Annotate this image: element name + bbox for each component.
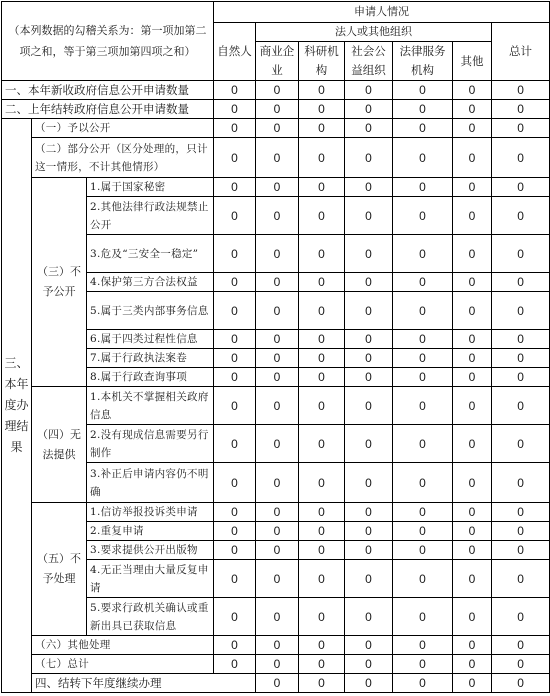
cell: 0	[492, 463, 550, 503]
cell: 0	[256, 235, 299, 273]
cell: 0	[256, 178, 299, 197]
row-label: 1.信访举报投诉类申请	[87, 503, 214, 522]
cell: 0	[256, 197, 299, 235]
cell: 0	[299, 503, 345, 522]
row-label: （二）部分公开（区分处理的，只计这一情形，不计其他情形）	[32, 138, 214, 178]
cell: 0	[393, 197, 453, 235]
group4-label: （四）无法提供	[32, 387, 87, 503]
cell: 0	[453, 273, 492, 292]
applicant-header: 申请人情况	[214, 2, 550, 23]
cell: 0	[214, 425, 256, 463]
cell: 0	[299, 425, 345, 463]
cell: 0	[393, 522, 453, 541]
section3-label: 三、本年度办理结果	[2, 119, 32, 693]
cell: 0	[492, 330, 550, 349]
cell: 0	[256, 541, 299, 560]
cell: 0	[299, 541, 345, 560]
row-label: 3.危及“三安全一稳定”	[87, 235, 214, 273]
cell: 0	[492, 368, 550, 387]
cell: 0	[453, 598, 492, 636]
row-label: 6.属于四类过程性信息	[87, 330, 214, 349]
cell: 0	[299, 674, 345, 693]
cell: 0	[492, 503, 550, 522]
cell: 0	[453, 100, 492, 119]
cell: 0	[214, 636, 256, 655]
row-label: 1.属于国家秘密	[87, 178, 214, 197]
cell: 0	[299, 138, 345, 178]
cell: 0	[453, 655, 492, 674]
cell: 0	[492, 674, 550, 693]
cell: 0	[453, 503, 492, 522]
cell: 0	[492, 598, 550, 636]
cell: 0	[256, 674, 299, 693]
cell: 0	[214, 235, 256, 273]
cell: 0	[393, 541, 453, 560]
row-label: 2.其他法律行政法规禁止公开	[87, 197, 214, 235]
cell: 0	[214, 503, 256, 522]
cell: 0	[256, 292, 299, 330]
cell: 0	[299, 463, 345, 503]
cell: 0	[492, 178, 550, 197]
cell: 0	[492, 425, 550, 463]
total-header: 总计	[492, 23, 550, 81]
row-label: 7.属于行政执法案卷	[87, 349, 214, 368]
cell: 0	[453, 138, 492, 178]
cell: 0	[393, 138, 453, 178]
cell: 0	[256, 425, 299, 463]
cell: 0	[256, 273, 299, 292]
cell: 0	[393, 387, 453, 425]
cell: 0	[453, 178, 492, 197]
cell: 0	[299, 522, 345, 541]
cell: 0	[492, 522, 550, 541]
cell: 0	[393, 178, 453, 197]
cell: 0	[299, 349, 345, 368]
cell: 0	[256, 503, 299, 522]
cell: 0	[393, 674, 453, 693]
cell: 0	[453, 636, 492, 655]
cell: 0	[214, 330, 256, 349]
cell: 0	[214, 119, 256, 138]
cell: 0	[214, 292, 256, 330]
cell: 0	[453, 330, 492, 349]
cell: 0	[453, 349, 492, 368]
row-label: 5.属于三类内部事务信息	[87, 292, 214, 330]
cell: 0	[453, 292, 492, 330]
cell: 0	[299, 330, 345, 349]
cell: 0	[492, 197, 550, 235]
row-label: 2.重复申请	[87, 522, 214, 541]
cell: 0	[345, 330, 393, 349]
cell: 0	[299, 178, 345, 197]
cell: 0	[393, 463, 453, 503]
cell: 0	[492, 273, 550, 292]
cell: 0	[393, 349, 453, 368]
cell: 0	[453, 235, 492, 273]
cell: 0	[453, 81, 492, 100]
row-label: 8.属于行政查询事项	[87, 368, 214, 387]
cell: 0	[393, 636, 453, 655]
cell: 0	[492, 119, 550, 138]
cell: 0	[345, 100, 393, 119]
cell: 0	[393, 235, 453, 273]
cell: 0	[393, 598, 453, 636]
cell: 0	[256, 387, 299, 425]
cell: 0	[345, 655, 393, 674]
cell: 0	[492, 387, 550, 425]
cell: 0	[214, 463, 256, 503]
cell: 0	[345, 235, 393, 273]
commercial-header: 商业企业	[256, 42, 299, 81]
group3-label: （三）不予公开	[32, 178, 87, 387]
cell: 0	[453, 197, 492, 235]
cell: 0	[453, 368, 492, 387]
cell: 0	[256, 138, 299, 178]
cell: 0	[393, 503, 453, 522]
row-label: 四、结转下年度继续办理	[32, 674, 256, 693]
row-label: 4.无正当理由大量反复申请	[87, 560, 214, 598]
cell: 0	[345, 197, 393, 235]
cell: 0	[345, 349, 393, 368]
other-header: 其他	[453, 42, 492, 81]
cell: 0	[256, 463, 299, 503]
cell: 0	[345, 387, 393, 425]
row-label: 4.保护第三方合法权益	[87, 273, 214, 292]
cell: 0	[453, 387, 492, 425]
cell: 0	[345, 522, 393, 541]
cell: 0	[393, 368, 453, 387]
cell: 0	[256, 636, 299, 655]
cell: 0	[345, 674, 393, 693]
cell: 0	[256, 330, 299, 349]
cell: 0	[393, 330, 453, 349]
group5-label: （五）不予处理	[32, 503, 87, 636]
cell: 0	[214, 81, 256, 100]
gov-info-disclosure-table	[1, 1, 550, 693]
cell: 0	[453, 560, 492, 598]
cell: 0	[453, 463, 492, 503]
cell: 0	[256, 655, 299, 674]
cell: 0	[256, 100, 299, 119]
cell: 0	[345, 368, 393, 387]
research-header: 科研机构	[299, 42, 345, 81]
cell: 0	[345, 81, 393, 100]
cell: 0	[299, 387, 345, 425]
row-label: 1.本机关不掌握相关政府信息	[87, 387, 214, 425]
cell: 0	[214, 655, 256, 674]
cell: 0	[345, 598, 393, 636]
cell: 0	[299, 235, 345, 273]
cell: 0	[299, 81, 345, 100]
cell: 0	[345, 119, 393, 138]
cell: 0	[393, 425, 453, 463]
cell: 0	[256, 368, 299, 387]
cell: 0	[393, 292, 453, 330]
cell: 0	[214, 138, 256, 178]
cell: 0	[256, 522, 299, 541]
cell: 0	[299, 292, 345, 330]
cell: 0	[492, 560, 550, 598]
cell: 0	[214, 197, 256, 235]
cell: 0	[393, 655, 453, 674]
cell: 0	[345, 273, 393, 292]
cell: 0	[214, 273, 256, 292]
legal-group-header: 法人或其他组织	[256, 23, 492, 42]
cell: 0	[345, 541, 393, 560]
row-label: 3.补正后申请内容仍不明确	[87, 463, 214, 503]
row-label: （七）总计	[32, 655, 214, 674]
cell: 0	[256, 81, 299, 100]
row-label: （六）其他处理	[32, 636, 214, 655]
cell: 0	[299, 197, 345, 235]
cell: 0	[453, 674, 492, 693]
natural-person-header: 自然人	[214, 23, 256, 81]
social-header: 社会公益组织	[345, 42, 393, 81]
row-label: 一、本年新收政府信息公开申请数量	[2, 81, 214, 100]
cell: 0	[492, 349, 550, 368]
cell: 0	[299, 100, 345, 119]
cell: 0	[214, 349, 256, 368]
cell: 0	[345, 503, 393, 522]
cell: 0	[299, 273, 345, 292]
cell: 0	[393, 81, 453, 100]
cell: 0	[345, 178, 393, 197]
cell: 0	[214, 541, 256, 560]
cell: 0	[214, 178, 256, 197]
cell: 0	[453, 425, 492, 463]
cell: 0	[299, 119, 345, 138]
row-label: （一）予以公开	[32, 119, 214, 138]
legal-service-header: 法律服务机构	[393, 42, 453, 81]
cell: 0	[214, 387, 256, 425]
cell: 0	[492, 100, 550, 119]
cell: 0	[214, 522, 256, 541]
cell: 0	[345, 636, 393, 655]
cell: 0	[492, 292, 550, 330]
cell: 0	[345, 425, 393, 463]
row-label: 2.没有现成信息需要另行制作	[87, 425, 214, 463]
cell: 0	[393, 119, 453, 138]
cell: 0	[345, 560, 393, 598]
cell: 0	[299, 598, 345, 636]
cell: 0	[453, 522, 492, 541]
cell: 0	[299, 655, 345, 674]
row-label: 二、上年结转政府信息公开申请数量	[2, 100, 214, 119]
cell: 0	[492, 541, 550, 560]
row-label: 5.要求行政机关确认或重新出具已获取信息	[87, 598, 214, 636]
cell: 0	[393, 560, 453, 598]
cell: 0	[214, 368, 256, 387]
cell: 0	[256, 560, 299, 598]
cell: 0	[299, 368, 345, 387]
cell: 0	[214, 560, 256, 598]
cell: 0	[453, 119, 492, 138]
cell: 0	[214, 100, 256, 119]
cell: 0	[492, 138, 550, 178]
corner-note: （本列数据的勾稽关系为：第一项加第二项之和，等于第三项加第四项之和）	[2, 2, 214, 81]
row-label: 3.要求提供公开出版物	[87, 541, 214, 560]
cell: 0	[299, 636, 345, 655]
cell: 0	[256, 119, 299, 138]
cell: 0	[492, 81, 550, 100]
cell: 0	[214, 598, 256, 636]
cell: 0	[393, 100, 453, 119]
cell: 0	[492, 636, 550, 655]
cell: 0	[345, 138, 393, 178]
cell: 0	[492, 655, 550, 674]
cell: 0	[453, 541, 492, 560]
cell: 0	[256, 349, 299, 368]
cell: 0	[345, 292, 393, 330]
cell: 0	[256, 598, 299, 636]
cell: 0	[299, 560, 345, 598]
cell: 0	[492, 235, 550, 273]
cell: 0	[345, 463, 393, 503]
cell: 0	[393, 273, 453, 292]
